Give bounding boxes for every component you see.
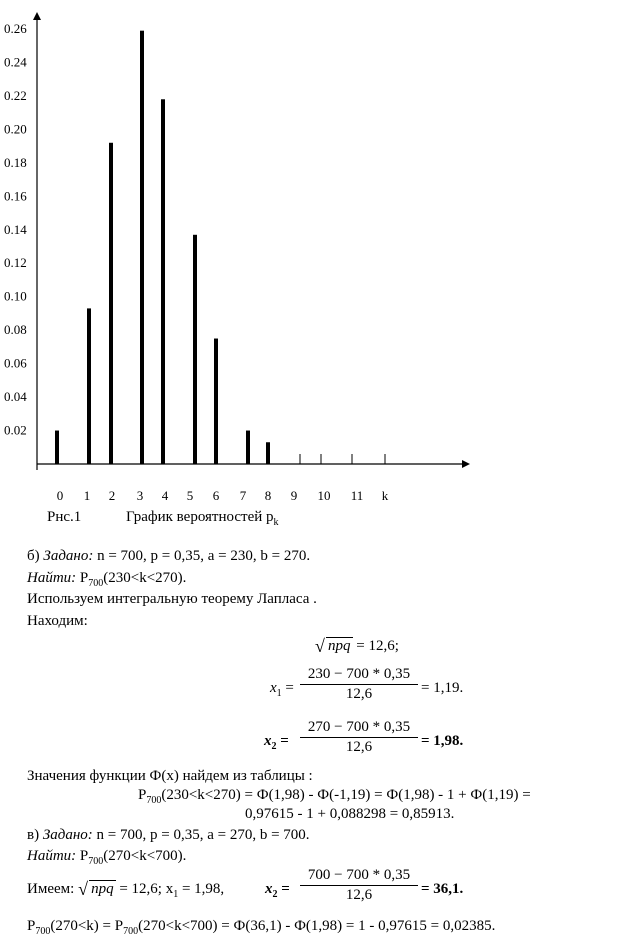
y-tick-label: 0.26 [4, 21, 27, 36]
c-x2-numerator: 700 − 700 * 0,35 [307, 867, 411, 883]
part-b-given: б) Задано: n = 700, p = 0,35, a = 230, b = 270. [27, 548, 311, 564]
x-axis-arrow [462, 460, 470, 468]
part-b-find: Найти: $P_{700}(230<k<270)$. [27, 570, 187, 589]
x1-fraction [300, 666, 418, 703]
y-tick-label: 0.14 [4, 221, 27, 237]
x1-denominator: 12,6 [345, 686, 373, 702]
find-line: Находим: [27, 613, 88, 629]
y-tick-label: 0.06 [4, 355, 27, 371]
x-tick-label: 7 [239, 488, 247, 503]
part-c-given: в) Задано: n = 700, p = 0,35, a = 270, b = 700. [27, 827, 310, 843]
x1-result: = 1,19. [421, 680, 464, 696]
bar-k2 [109, 143, 113, 464]
bar-k6 [214, 339, 218, 464]
sqrt-symbol-c: √ npq [78, 879, 114, 899]
bar-k4 [161, 99, 165, 464]
figure-caption [47, 509, 81, 526]
c-x2-label: $x_2$ = [265, 881, 290, 900]
y-tick-label: 0.22 [4, 87, 27, 103]
x2-fraction-bar [300, 737, 418, 738]
y-tick-label: 0.18 [4, 154, 27, 170]
bar-k7 [246, 431, 250, 464]
x-tick-label: 0 [56, 488, 64, 503]
y-tick-label: 0.12 [4, 255, 27, 271]
part-b-result-line1: $P_{700}(230<k<270) = Ф(1,98) - Ф(-1,19) = Ф(1,98) - 1 + Ф(1,19)$ = [138, 787, 531, 806]
sqrt-npq-eq: √ npq = 12,6; [315, 636, 399, 656]
figure-label: Рнс.1 [47, 509, 82, 525]
x2-numerator: 270 − 700 * 0,35 [307, 719, 411, 735]
y-tick-label: 0.24 [4, 54, 27, 70]
c-x2-fraction-bar [300, 885, 418, 886]
x2-label: $x_2$ = [264, 733, 289, 752]
x-tick-label: 3 [136, 488, 144, 503]
bar-k8 [266, 442, 270, 464]
part-c-have: Имеем: √ npq = 12,6; $x_1 = 1,98$, [27, 879, 225, 900]
x1-numerator: 230 − 700 * 0,35 [307, 666, 411, 682]
y-tick-label: 0.02 [4, 422, 27, 438]
y-tick-label: 0.20 [4, 121, 27, 137]
y-tick-label: 0.10 [4, 288, 27, 304]
c-x2-denominator: 12,6 [345, 887, 373, 903]
x-tick-label: 5 [186, 488, 194, 503]
x1-label: $x_1$ = [270, 680, 294, 699]
y-tick-label: 0.16 [4, 188, 27, 204]
x-tick-label: 9 [290, 488, 298, 503]
c-x2-result: = 36,1. [421, 881, 464, 897]
x-tick-label: 6 [212, 488, 220, 503]
bar-k0 [55, 431, 59, 464]
x-tick-label: 11 [350, 488, 364, 503]
part-c-find: Найти: $P_{700}(270<k<700)$. [27, 848, 187, 867]
table-line: Значения функции Ф(x) найдем из таблицы : [27, 768, 313, 784]
bar-k3 [140, 31, 144, 464]
x-tick-label: 1 [83, 488, 91, 503]
y-tick-label: 0.08 [4, 322, 27, 338]
x-tick-label: k [381, 488, 389, 503]
chart-title: График вероятностей $p_k$ [126, 509, 279, 528]
part-b-result-line2: 0,97615 - 1 + 0,088298 = 0,85913. [245, 806, 455, 822]
x2-fraction [300, 719, 418, 756]
y-axis-arrow [33, 12, 41, 20]
x1-fraction-bar [300, 684, 418, 685]
x-tick-label: 2 [108, 488, 116, 503]
part-c-final: $P_{700}(270<k) = P_{700}(270<k<700) = Ф(36,1) - Ф(1,98) = 1 - 0,97615 = 0,02385$. [27, 918, 496, 937]
x-tick-label: 8 [264, 488, 272, 503]
c-x2-fraction [300, 867, 418, 904]
y-tick-label: 0.04 [4, 389, 27, 405]
x2-result: = 1,98. [421, 733, 464, 749]
x2-denominator: 12,6 [345, 739, 373, 755]
x-tick-label: 10 [317, 488, 331, 503]
x-tick-label: 4 [161, 488, 169, 503]
bar-k1 [87, 308, 91, 464]
use-laplace-line: Используем интегральную теорему Лапласа . [27, 591, 317, 607]
bar-k5 [193, 235, 197, 464]
sqrt-symbol: √ npq [315, 636, 351, 656]
